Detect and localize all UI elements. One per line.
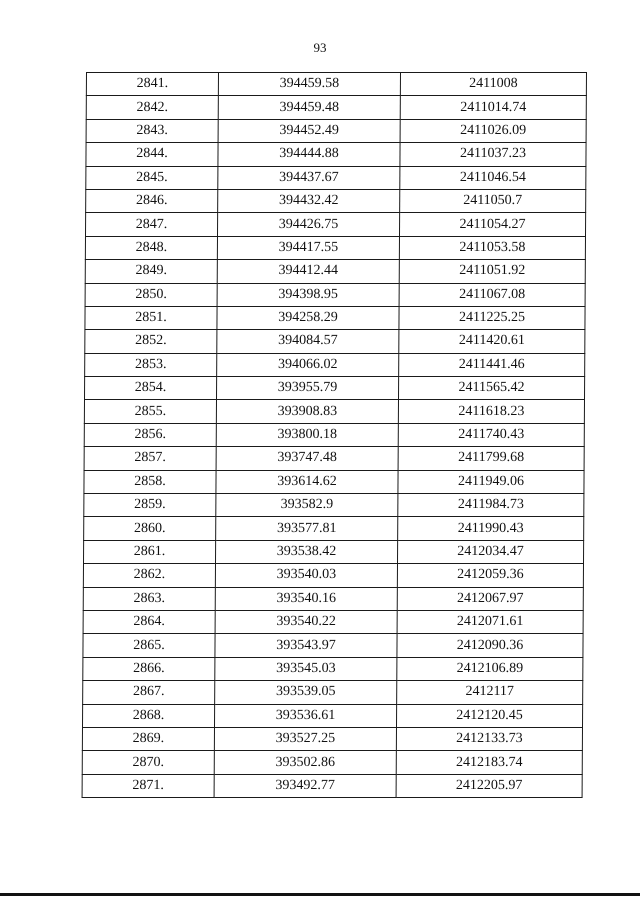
- table-row: [86, 166, 586, 189]
- x-coordinate-cell: 393577.81: [216, 517, 398, 540]
- x-coordinate-cell: 394459.48: [218, 96, 400, 119]
- x-coordinate-cell: 393540.16: [215, 587, 397, 610]
- x-coordinate-cell: 393955.79: [216, 377, 398, 400]
- table-row: [82, 751, 582, 774]
- point-number-cell: 2854.: [84, 377, 216, 400]
- y-coordinate-cell: 2411046.54: [400, 166, 586, 189]
- y-coordinate-cell: 2411014.74: [400, 96, 586, 119]
- point-number-cell: 2856.: [84, 423, 216, 446]
- table-row: [86, 73, 586, 96]
- table-row: [84, 400, 584, 423]
- table-row: [84, 494, 584, 517]
- x-coordinate-cell: 393543.97: [215, 634, 397, 657]
- table-row: [85, 213, 585, 236]
- point-number-cell: 2868.: [82, 704, 214, 727]
- y-coordinate-cell: 2411984.73: [398, 494, 584, 517]
- point-number-cell: 2863.: [83, 587, 215, 610]
- x-coordinate-cell: 394066.02: [217, 353, 399, 376]
- point-number-cell: 2866.: [83, 657, 215, 680]
- x-coordinate-cell: 393614.62: [216, 470, 398, 493]
- point-number-cell: 2859.: [84, 494, 216, 517]
- point-number-cell: 2864.: [83, 610, 215, 633]
- y-coordinate-cell: 2412067.97: [397, 587, 583, 610]
- point-number-cell: 2844.: [86, 143, 218, 166]
- point-number-cell: 2847.: [85, 213, 217, 236]
- point-number-cell: 2852.: [85, 330, 217, 353]
- table-row: [83, 610, 583, 633]
- table-row: [85, 353, 585, 376]
- coordinates-table: [82, 72, 587, 798]
- table-row: [83, 587, 583, 610]
- table-row: [86, 143, 586, 166]
- x-coordinate-cell: 394452.49: [218, 119, 400, 142]
- table-row: [84, 447, 584, 470]
- x-coordinate-cell: 394398.95: [217, 283, 399, 306]
- point-number-cell: 2845.: [86, 166, 218, 189]
- y-coordinate-cell: 2412090.36: [397, 634, 583, 657]
- table-body: [82, 73, 586, 798]
- x-coordinate-cell: 393540.22: [215, 610, 397, 633]
- y-coordinate-cell: 2411053.58: [399, 236, 585, 259]
- page-number: 93: [313, 40, 327, 55]
- table-row: [86, 96, 586, 119]
- point-number-cell: 2846.: [86, 189, 218, 212]
- y-coordinate-cell: 2411740.43: [398, 423, 584, 446]
- point-number-cell: 2842.: [86, 96, 218, 119]
- point-number-cell: 2871.: [82, 774, 214, 797]
- x-coordinate-cell: 394084.57: [217, 330, 399, 353]
- table-row: [85, 260, 585, 283]
- y-coordinate-cell: 2412034.47: [397, 540, 583, 563]
- y-coordinate-cell: 2411799.68: [398, 447, 584, 470]
- point-number-cell: 2841.: [86, 73, 218, 96]
- table-row: [83, 657, 583, 680]
- x-coordinate-cell: 394432.42: [218, 189, 400, 212]
- y-coordinate-cell: 2412071.61: [397, 610, 583, 633]
- y-coordinate-cell: 2411037.23: [400, 143, 586, 166]
- x-coordinate-cell: 393527.25: [214, 727, 396, 750]
- y-coordinate-cell: 2411054.27: [399, 213, 585, 236]
- x-coordinate-cell: 393538.42: [215, 540, 397, 563]
- x-coordinate-cell: 393536.61: [214, 704, 396, 727]
- y-coordinate-cell: 2411067.08: [399, 283, 585, 306]
- table-row: [84, 423, 584, 446]
- x-coordinate-cell: 394258.29: [217, 306, 399, 329]
- y-coordinate-cell: 2411050.7: [400, 189, 586, 212]
- y-coordinate-cell: 2411565.42: [398, 377, 584, 400]
- x-coordinate-cell: 393540.03: [215, 564, 397, 587]
- y-coordinate-cell: 2411441.46: [399, 353, 585, 376]
- table-row: [83, 564, 583, 587]
- x-coordinate-cell: 393545.03: [215, 657, 397, 680]
- point-number-cell: 2848.: [85, 236, 217, 259]
- point-number-cell: 2855.: [84, 400, 216, 423]
- table-row: [86, 189, 586, 212]
- table-row: [85, 306, 585, 329]
- table-row: [82, 727, 582, 750]
- x-coordinate-cell: 393582.9: [216, 494, 398, 517]
- table-row: [83, 634, 583, 657]
- bottom-border-line: [0, 893, 640, 896]
- x-coordinate-cell: 394426.75: [217, 213, 399, 236]
- y-coordinate-cell: 2411008: [400, 73, 586, 96]
- y-coordinate-cell: 2411225.25: [399, 306, 585, 329]
- point-number-cell: 2865.: [83, 634, 215, 657]
- y-coordinate-cell: 2411618.23: [398, 400, 584, 423]
- x-coordinate-cell: 393492.77: [214, 774, 396, 797]
- x-coordinate-cell: 393800.18: [216, 423, 398, 446]
- point-number-cell: 2843.: [86, 119, 218, 142]
- table-row: [82, 704, 582, 727]
- y-coordinate-cell: 2412106.89: [397, 657, 583, 680]
- y-coordinate-cell: 2412205.97: [396, 774, 582, 797]
- point-number-cell: 2867.: [83, 681, 215, 704]
- point-number-cell: 2862.: [83, 564, 215, 587]
- table-row: [85, 283, 585, 306]
- table-row: [83, 540, 583, 563]
- table-row: [83, 681, 583, 704]
- point-number-cell: 2851.: [85, 306, 217, 329]
- x-coordinate-cell: 394417.55: [217, 236, 399, 259]
- point-number-cell: 2860.: [84, 517, 216, 540]
- table-row: [82, 774, 582, 797]
- point-number-cell: 2857.: [84, 447, 216, 470]
- y-coordinate-cell: 2412120.45: [396, 704, 582, 727]
- x-coordinate-cell: 393908.83: [216, 400, 398, 423]
- table-row: [86, 119, 586, 142]
- x-coordinate-cell: 393539.05: [215, 681, 397, 704]
- point-number-cell: 2869.: [82, 727, 214, 750]
- y-coordinate-cell: 2411949.06: [398, 470, 584, 493]
- x-coordinate-cell: 394437.67: [218, 166, 400, 189]
- point-number-cell: 2870.: [82, 751, 214, 774]
- y-coordinate-cell: 2411026.09: [400, 119, 586, 142]
- table-row: [85, 236, 585, 259]
- y-coordinate-cell: 2411990.43: [398, 517, 584, 540]
- table-row: [85, 330, 585, 353]
- table-row: [84, 377, 584, 400]
- x-coordinate-cell: 393502.86: [214, 751, 396, 774]
- point-number-cell: 2850.: [85, 283, 217, 306]
- y-coordinate-cell: 2412133.73: [396, 727, 582, 750]
- y-coordinate-cell: 2412117: [397, 681, 583, 704]
- x-coordinate-cell: 394444.88: [218, 143, 400, 166]
- x-coordinate-cell: 394412.44: [217, 260, 399, 283]
- point-number-cell: 2853.: [85, 353, 217, 376]
- x-coordinate-cell: 393747.48: [216, 447, 398, 470]
- point-number-cell: 2849.: [85, 260, 217, 283]
- table-row: [84, 517, 584, 540]
- y-coordinate-cell: 2411051.92: [399, 260, 585, 283]
- point-number-cell: 2858.: [84, 470, 216, 493]
- table-row: [84, 470, 584, 493]
- y-coordinate-cell: 2412059.36: [397, 564, 583, 587]
- y-coordinate-cell: 2412183.74: [396, 751, 582, 774]
- y-coordinate-cell: 2411420.61: [399, 330, 585, 353]
- x-coordinate-cell: 394459.58: [218, 73, 400, 96]
- point-number-cell: 2861.: [83, 540, 215, 563]
